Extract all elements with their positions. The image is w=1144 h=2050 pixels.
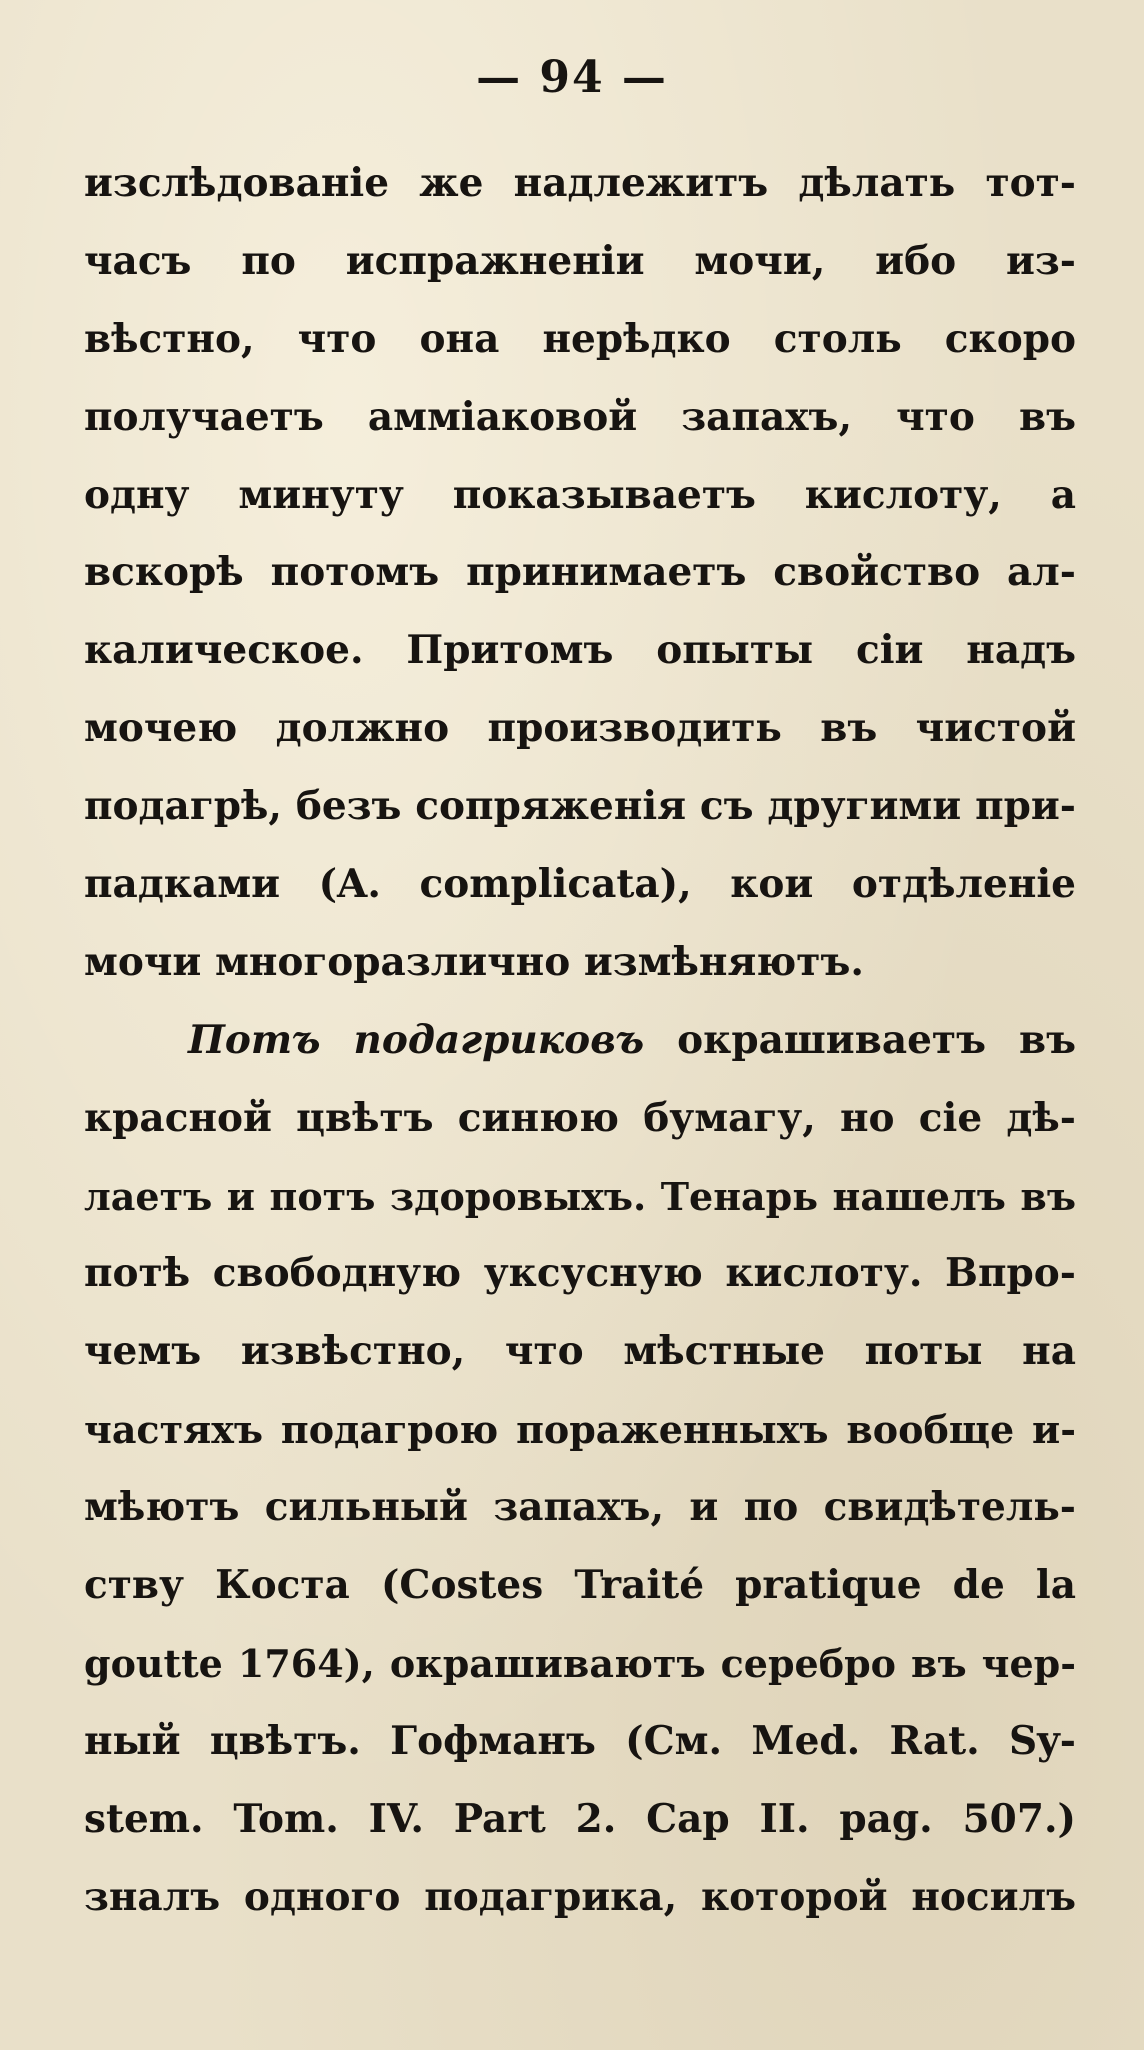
text-line: мочи многоразлично измѣняютъ. (84, 938, 864, 985)
text-line: изслѣдованіе же надлежитъ дѣлать тот- (84, 160, 1076, 206)
text-line: мѣютъ сильный запахъ, и по свидѣтель- (84, 1484, 1076, 1531)
lead-rest: окрашиваетъ въ (677, 1016, 1076, 1063)
italic-lead: Потъ подагриковъ (188, 1016, 645, 1063)
text-line: потѣ свободную уксусную кислоту. Впро- (84, 1250, 1076, 1297)
text-line: падками (A. complicata), кои отдѣленіе (84, 861, 1076, 908)
text-line: ный цвѣтъ. Гофманъ (См. Med. Rat. Sy- (84, 1717, 1076, 1764)
text-line: зналъ одного подагрика, которой носилъ (84, 1873, 1076, 1920)
text-line: stem. Tom. IV. Part 2. Cap II. pag. 507.) (84, 1795, 1076, 1842)
paragraph-start (84, 1002, 1076, 1080)
text-line: чемъ извѣстно, что мѣстные поты на (84, 1328, 1076, 1375)
text-line: вскорѣ потомъ принимаетъ свойство ал- (84, 549, 1076, 596)
text-line: калическое. Притомъ опыты сіи надъ (84, 627, 1076, 674)
text-line: получаетъ аммiаковой запахъ, что въ (84, 393, 1076, 440)
body-text (84, 145, 1076, 1936)
text-line: частяхъ подагрою пораженныхъ вообще и- (84, 1407, 1076, 1453)
page-number: — 94 — (476, 52, 668, 103)
text-line: вѣстно, что она нерѣдко столь скоро (84, 315, 1076, 362)
text-line: подагрѣ, безъ сопряженія съ другими при- (84, 783, 1076, 830)
text-line: ству Коста (Costes Traité pratique de la (84, 1562, 1076, 1609)
text-line: красной цвѣтъ синюю бумагу, но сіе дѣ- (84, 1094, 1076, 1141)
text-line: лаетъ и потъ здоровыхъ. Тенарь нашелъ въ (84, 1173, 1076, 1219)
text-line: часъ по испражненіи мочи, ибо из- (84, 237, 1076, 284)
text-line: мочею должно производить въ чистой (84, 705, 1076, 752)
text-line: goutte 1764), окрашиваютъ серебро въ чер- (84, 1640, 1076, 1686)
text-line: одну минуту показываетъ кислоту, а (84, 471, 1076, 518)
